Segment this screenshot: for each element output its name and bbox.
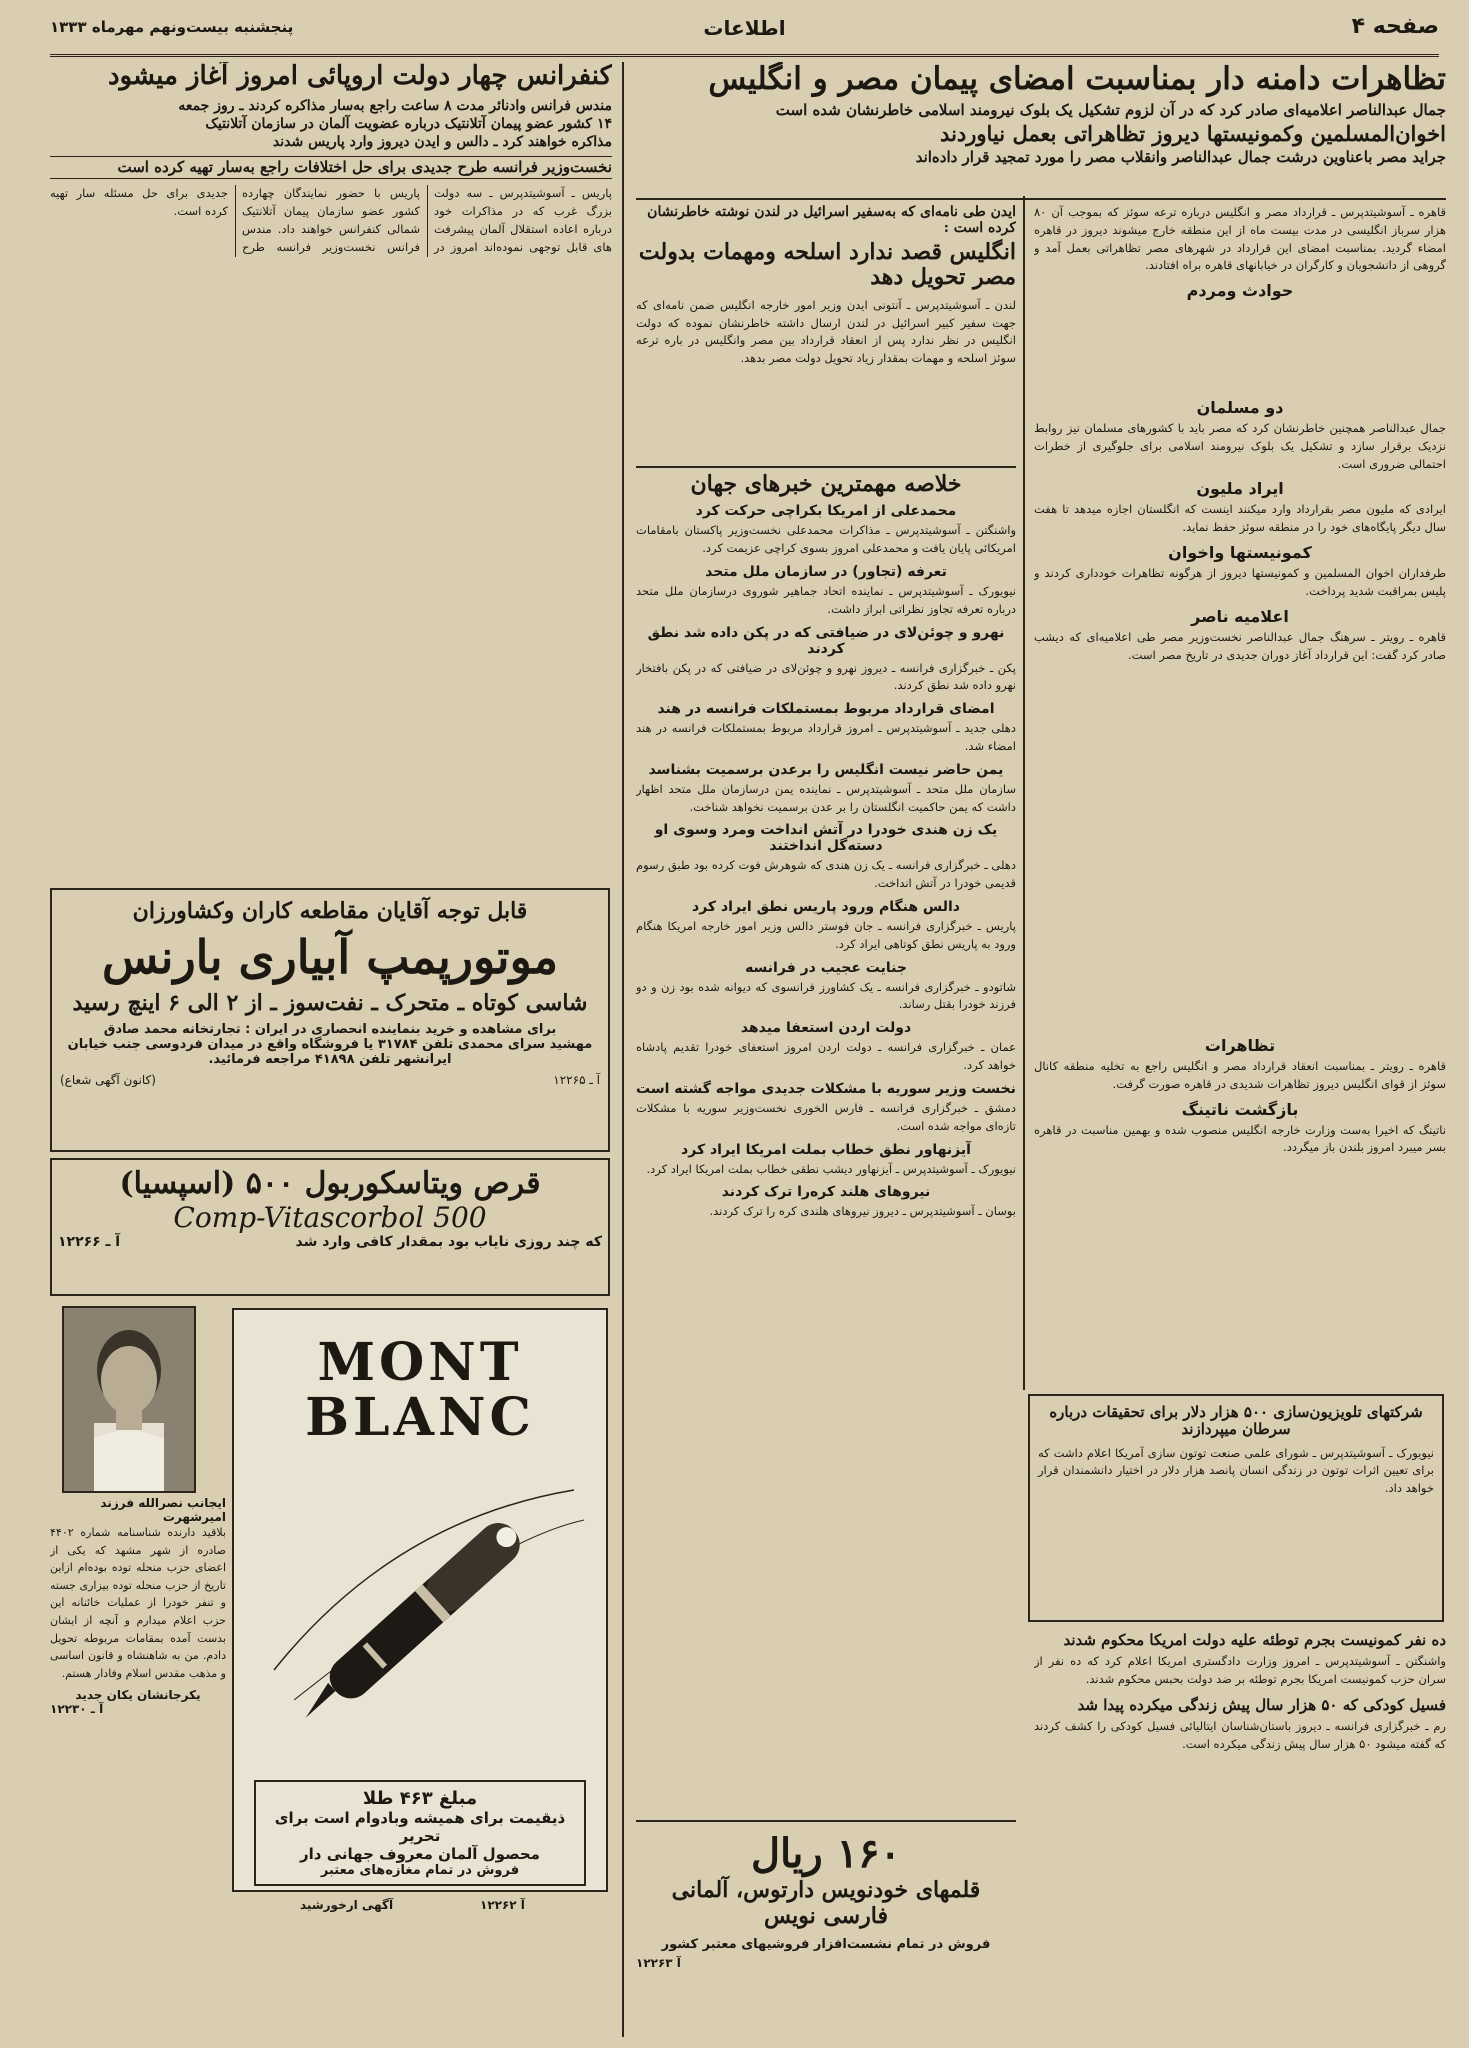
eden-story <box>636 204 1016 466</box>
pen-maker: محصول آلمان معروف جهانی دار <box>300 1845 540 1863</box>
montblanc-ad <box>232 1308 608 1892</box>
divider <box>636 466 1016 468</box>
portrait-photo <box>62 1306 196 1493</box>
ad-code: آ ـ ۱۲۲۶۵ <box>553 1073 600 1087</box>
digest-item-body: بوسان ـ آسوشیتدپرس ـ دیروز نیروهای هلندی کره را ترک کردند. <box>709 1204 1016 1219</box>
conference-story <box>50 62 612 882</box>
article-body: قاهره ـ رویتر ـ بمناسبت انعقاد قرارداد مصر و انگلیس راجع به تخلیه منطقه کانال سوئز از قوای انگلیس دیروز تظاهرات شدیدی در قاهره صورت گرفت. <box>1034 1059 1446 1091</box>
ad-line: مهشید سرای محمدی تلفن ۳۱۷۸۴ یا فروشگاه واقع در میدان فردوسی جنب خیابان <box>67 1037 593 1052</box>
article-body: قاهره ـ آسوشیتدپرس ـ قرارداد مصر و انگلیس درباره ترعه سوئز که بموجب آن ۸۰ هزار سرباز انگلیسی در مدت بیست ماه از این منطقه خارج میشوند دیروز در قاهره امضاء گردید. بمناسبت امضای این قرارداد در شهرهای مصر تظاهراتی بعمل آمد و گروهی از دانشجویان و کارگران در خیابانهای قاهره براه افتادند. <box>1034 205 1446 273</box>
notice-title: ایجانب نصرالله فرزند امیرشهرت <box>100 1496 226 1524</box>
lead-subhead: اخوان‌المسلمین وکمونیستها دیروز تظاهراتی بعمل نیاوردند <box>940 120 1446 146</box>
page-label: صفحه ۴ <box>1351 14 1439 39</box>
lead-subhead: جراید مصر باعناوین درشت جمال عبدالناصر وانقلاب مصر را مورد تمجید قرار داده‌اند <box>915 148 1446 167</box>
us-story-box <box>1028 1394 1444 1622</box>
column-rule <box>1023 196 1025 1390</box>
portrait-illustration <box>64 1308 194 1491</box>
story-subhead: مذاکره خواهند کرد ـ دالس و ایدن دیروز وارد پاریس شدند <box>272 134 612 151</box>
article-body: جمال عبدالناصر همچنین خاطرنشان کرد که مصر باید با کشورهای مسلمان نیز روابط نزدیک برقرار سازد و تشکیل یک بلوک نیرومند اسلامی برای جلوگیری از خطرات احتمالی ضروری است. <box>1034 421 1446 471</box>
digest-item-headline: نخست وزیر سوریه با مشکلات جدیدی مواجه گشته است <box>636 1080 1016 1097</box>
article-body: لندن ـ آسوشیتدپرس ـ آنتونی ایدن وزیر امور خارجه انگلیس ضمن نامه‌ای که جهت سفیر کبیر اسرائیل در لندن ارسال داشته خاطرنشان نموده که دولت انگلیس در نظر ندارد پس از انعقاد قرارداد بین مصر وانگلیس در باره ترعه سوئز اسلحه و مهمات بمقدار زیاد تحویل دولت مصر بدهد. <box>636 297 1016 366</box>
digest-item-body: نیویورک ـ آسوشیتدپرس ـ آیزنهاور دیشب نطقی خطاب بملت امریکا ایراد کرد. <box>646 1161 1016 1176</box>
article-body: پاریس ـ آسوشیتدپرس ـ سه دولت بزرگ غرب که در مذاکرات خود درباره اعاده استقلال آلمان پیشرفت های قابل توجهی نموده‌اند امروز در پاریس با حضور نمایندگان چهارده کشور عضو سازمان پیمان آتلانتیک شمالی کنفرانس خواهند داد. مندس فرانس نخست‌وزیر فرانسه طرح جدیدی برای حل مسئله سار تهیه کرده است. <box>50 186 612 254</box>
story-headline: کنفرانس چهار دولت اروپائی امروز آغاز میشود <box>107 62 612 91</box>
digest-item-headline: یمن حاضر نیست انگلیس را برعدن برسمیت بشناسد <box>648 761 1004 778</box>
continuation-story <box>1034 1030 1446 1380</box>
article-body: واشنگتن ـ آسوشیتدپرس ـ امروز وزارت دادگستری امریکا اعلام کرد که ده نفر از سران حزب کمونیست امریکا بجرم توطئه بر ضد دولت بحبس محکوم شدند. <box>1034 1654 1446 1687</box>
brand-line: MONT <box>317 1332 523 1393</box>
pen-price: مبلغ ۴۶۳ طلا <box>362 1788 478 1809</box>
digest-item-headline: یک زن هندی خودرا در آتش انداخت ومرد وسوی او دسته‌گل انداختند <box>654 822 998 855</box>
ad-latin-title: Comp-Vitascorbol 500 <box>173 1201 487 1234</box>
digest-item-body: دهلی جدید ـ آسوشیتدپرس ـ امروز قرارداد مربوط بمستملکات فرانسه در هند امضاء شد. <box>636 721 1016 753</box>
ad-agency: آگهی ارخورشید <box>300 1898 394 1912</box>
story-headline: شرکتهای تلویزیون‌سازی ۵۰۰ هزار دلار برای تحقیقات درباره سرطان میپردازند <box>1049 1403 1423 1439</box>
digest-item-body: نیویورک ـ آسوشیتدپرس ـ نماینده اتحاد جماهیر شوروی درسازمان ملل متحد درباره تعرفه تجاوز نظراتی ابراز داشت. <box>636 583 1016 616</box>
section-heading: کمونیستها واخوان <box>1168 543 1312 563</box>
story-headline: ده نفر کمونیست بجرم توطئه علیه دولت امریکا محکوم شدند <box>1063 1632 1446 1649</box>
ad-code: آ ۱۲۲۶۲ <box>480 1898 525 1912</box>
story-kicker: نخست‌وزیر فرانسه طرح جدیدی برای حل اختلافات راجع به‌سار تهیه کرده است <box>50 156 612 179</box>
story-subhead: ۱۴ کشور عضو پیمان آتلانتیک درباره عضویت آلمان در سازمان آتلانتیک <box>205 115 612 132</box>
article-body: ایرادی که ملیون مصر بقرارداد وارد میکنند اینست که انگلستان اجازه میدهد تا هفت سال دیگر پایگاه‌های خود را در منطقه سوئز حفظ نماید. <box>1034 502 1446 535</box>
ad-code: آ ۱۲۲۶۳ <box>636 1956 681 1970</box>
digest-item-headline: دولت اردن استعفا میدهد <box>740 1020 912 1037</box>
ad-title: قلمهای خودنویس دارتوس، آلمانی فارسی نویس <box>671 1877 981 1929</box>
lead-story-header <box>636 62 1446 196</box>
ad-price: ۱۶۰ ریال <box>750 1830 902 1877</box>
masthead <box>50 10 1439 57</box>
fountain-pen-illustration <box>234 1450 606 1750</box>
digest-item-body: دمشق ـ خبرگزاری فرانسه ـ فارس الخوری نخست‌وزیر سوریه با مشکلات تازه‌ای مواجه شده است. <box>636 1100 1016 1133</box>
vitamin-ad <box>50 1158 610 1296</box>
ad-product: موتورپمپ آبیاری بارنس <box>102 930 558 984</box>
digest-list <box>636 503 1016 1221</box>
article-body: ناتینگ که اخیرا به‌ست وزارت خارجه انگلیس منصوب شده و بهمین مناسبت در قاهره بسر میبرد امروز بلندن باز میگردد. <box>1034 1122 1446 1155</box>
section-heading: بازگشت ناتینگ <box>1181 1099 1299 1119</box>
news-digest <box>636 472 1016 1812</box>
dartus-pen-ad <box>636 1820 1016 2038</box>
digest-item-headline: دالس هنگام ورود پاریس نطق ایراد کرد <box>692 899 960 916</box>
digest-item-headline: محمدعلی از امریکا بکراچی حرکت کرد <box>695 503 957 520</box>
digest-item-headline: جنایت عجیب در فرانسه <box>745 959 907 976</box>
notice-footer: یکرجانشان یکان جدید <box>75 1688 201 1703</box>
notice-body: بلاقید دارنده شناسنامه شماره ۴۴۰۲ صادره از شهر مشهد که یکی از اعضای حزب منحله توده بوده‌ام ازاین تاریخ از حزب منحله توده بیزاری جسته و تنفر خودرا از عملیات خائنانه این حزب اعلام میدارم و آنچه از ایشان بدست آمده بمقامات مربوطه تحویل دادم. من به شاهنشاه و قانون اساسی و مذهب مقدس اسلام وفادار هستم. <box>50 1526 226 1680</box>
divider <box>636 198 1446 200</box>
section-heading: دو مسلمان <box>1196 398 1284 417</box>
digest-item-headline: نیروهای هلند کره‌را ترک کردند <box>721 1184 931 1201</box>
lead-headline: تظاهرات دامنه دار بمناسبت امضای پیمان مصر و انگلیس <box>708 62 1446 97</box>
story-headline: فسیل کودکی که ۵۰ هزار سال پیش زندگی میکرده پیدا شد <box>1077 1695 1446 1714</box>
section-heading: حوادث ومردم <box>1186 281 1294 301</box>
section-heading: ایراد ملیون <box>1196 479 1284 499</box>
article-body: نیویورک ـ آسوشیتدپرس ـ شورای علمی صنعت توتون سازی آمریکا اعلام داشت که برای تعیین اثرات توتون در زندگی انسان پانصد هزار دلار در اختیار دانشمندان قرار خواهد داد. <box>1038 1445 1434 1496</box>
article-body: رم ـ خبرگزاری فرانسه ـ دیروز باستان‌شناسان ایتالیائی فسیل کودکی را کشف کردند که گفته میشود ۵۰ هزار سال پیش زندگی میکرده است. <box>1034 1719 1446 1751</box>
digest-item-headline: نهرو و چوئن‌لای در ضیافتی که در پکن داده شد نطق کردند <box>647 624 1005 657</box>
ad-headline: قابل توجه آقایان مقاطعه کاران وکشاورزان <box>132 898 528 924</box>
lead-story-body <box>1034 204 1446 384</box>
paper-name: اطلاعات <box>703 16 786 40</box>
section-heading: اعلامیه ناصر <box>1191 606 1289 626</box>
digest-item-headline: امضای قرارداد مربوط بمستملکات فرانسه در هند <box>657 701 995 718</box>
ad-line: که چند روزی نایاب بود بمقدار کافی وارد شد <box>295 1234 602 1250</box>
digest-item-body: پاریس ـ خبرگزاری فرانسه ـ جان فوستر دالس وزیر امور خارجه امریکا هنگام ورود به پاریس نطق کوتاهی ایراد کرد. <box>636 919 1016 951</box>
digest-item-body: سازمان ملل متحد ـ آسوشیتدپرس ـ نماینده یمن درسازمان ملل متحد اظهار داشت که یمن حاکمیت انگلستان را بر عدن برسمیت نخواهد شناخت. <box>636 781 1016 814</box>
ad-sale: فروش در تمام نشست‌افزار فروشیهای معتبر کشور <box>661 1937 991 1952</box>
notice-code: آ ـ ۱۲۲۳۰ <box>50 1702 104 1717</box>
lead-subhead: جمال عبدالناصر اعلامیه‌ای صادر کرد که در آن لزوم تشکیل یک بلوک نیرومند اسلامی خاطرنشان شده است <box>775 100 1446 119</box>
date-line: پنجشنبه بیست‌ونهم مهرماه ۱۳۳۳ <box>50 18 294 36</box>
ad-line: ایرانشهر تلفن ۴۱۸۹۸ مراجعه فرمائید. <box>208 1052 452 1067</box>
digest-item-headline: تعرفه (تجاور) در سازمان ملل متحد <box>705 563 947 580</box>
ad-code: آ ـ ۱۲۲۶۶ <box>58 1234 121 1250</box>
digest-item-body: واشنگتن ـ آسوشیتدپرس ـ مذاکرات محمدعلی نخست‌وزیر پاکستان بامقامات امریکائی پایان یافت و محمدعلی امروز بسوی کراچی عزیمت کرد. <box>636 523 1016 556</box>
communist-story <box>1034 1632 1446 2037</box>
ad-line: برای مشاهده و خرید بنماینده انحصاری در ایران : تجارتخانه محمد صادق <box>103 1022 557 1037</box>
brand-line: BLANC <box>305 1387 535 1448</box>
digest-item-body: پکن ـ خبرگزاری فرانسه ـ دیروز نهرو و چوئن‌لای در ضیافتی که در پکن بافتخار نهرو داده شد نطق کردند. <box>636 660 1016 693</box>
ad-title: قرص ویتاسکوربول ۵۰۰ (اسپسیا) <box>119 1166 541 1201</box>
digest-item-body: شاتودو ـ خبرگزاری فرانسه ـ یک کشاورز فرانسوی که دیوانه شده بود زن و دو فرزند خودرا بقتل رساند. <box>636 979 1016 1012</box>
pen-slogan: ذیقیمت برای همیشه وبادوام است برای تحریر <box>274 1809 566 1845</box>
column-rule <box>622 62 624 2037</box>
digest-title: خلاصه مهمترین خبرهای جهان <box>690 472 962 497</box>
digest-item-body: عمان ـ خبرگزاری فرانسه ـ دولت اردن امروز استعفای خودرا تقدیم پادشاه خواهد کرد. <box>636 1040 1016 1073</box>
pump-ad <box>50 888 610 1152</box>
article-body: قاهره ـ رویتر ـ سرهنگ جمال عبدالناصر نخست‌وزیر مصر طی اعلامیه‌ای که دیشب صادر کرد گفت: این قرارداد آغاز دوران جدیدی در تاریخ مصر است. <box>1034 629 1446 662</box>
story-kicker: ایدن طی نامه‌ای که به‌سفیر اسرائیل در لندن نوشته خاطرنشان کرده است : <box>647 204 1016 237</box>
pen-sale: فروش در تمام مغازه‌های معتبر <box>320 1863 520 1878</box>
story-headline: انگلیس قصد ندارد اسلحه ومهمات بدولت مصر تحویل دهد <box>638 239 1016 291</box>
digest-item-headline: آیزنهاور نطق خطاب بملت امریکا ایراد کرد <box>681 1141 971 1158</box>
public-notice <box>50 1496 226 2036</box>
pen-ad-textbox <box>254 1780 586 1886</box>
digest-item-body: دهلی ـ خبرگزاری فرانسه ـ یک زن هندی که شوهرش فوت کرده بود طبق رسوم قدیمی خودرا در آتش انداخت. <box>636 858 1016 891</box>
section-heading: تظاهرات <box>1204 1036 1276 1055</box>
ad-agency: (کانون آگهی شعاع) <box>60 1073 156 1087</box>
ad-features: شاسی کوتاه ـ متحرک ـ نفت‌سوز ـ از ۲ الی ۶ اینچ رسید <box>72 990 588 1016</box>
article-body: طرفداران اخوان المسلمین و کمونیستها دیروز از هرگونه تظاهرات خودداری کردند و پلیس بمراقبت شدید پرداخت. <box>1034 566 1446 598</box>
story-subhead: مندس فرانس وادنائر مدت ۸ ساعت راجع به‌سار مذاکره کردند ـ روز جمعه <box>178 97 612 114</box>
